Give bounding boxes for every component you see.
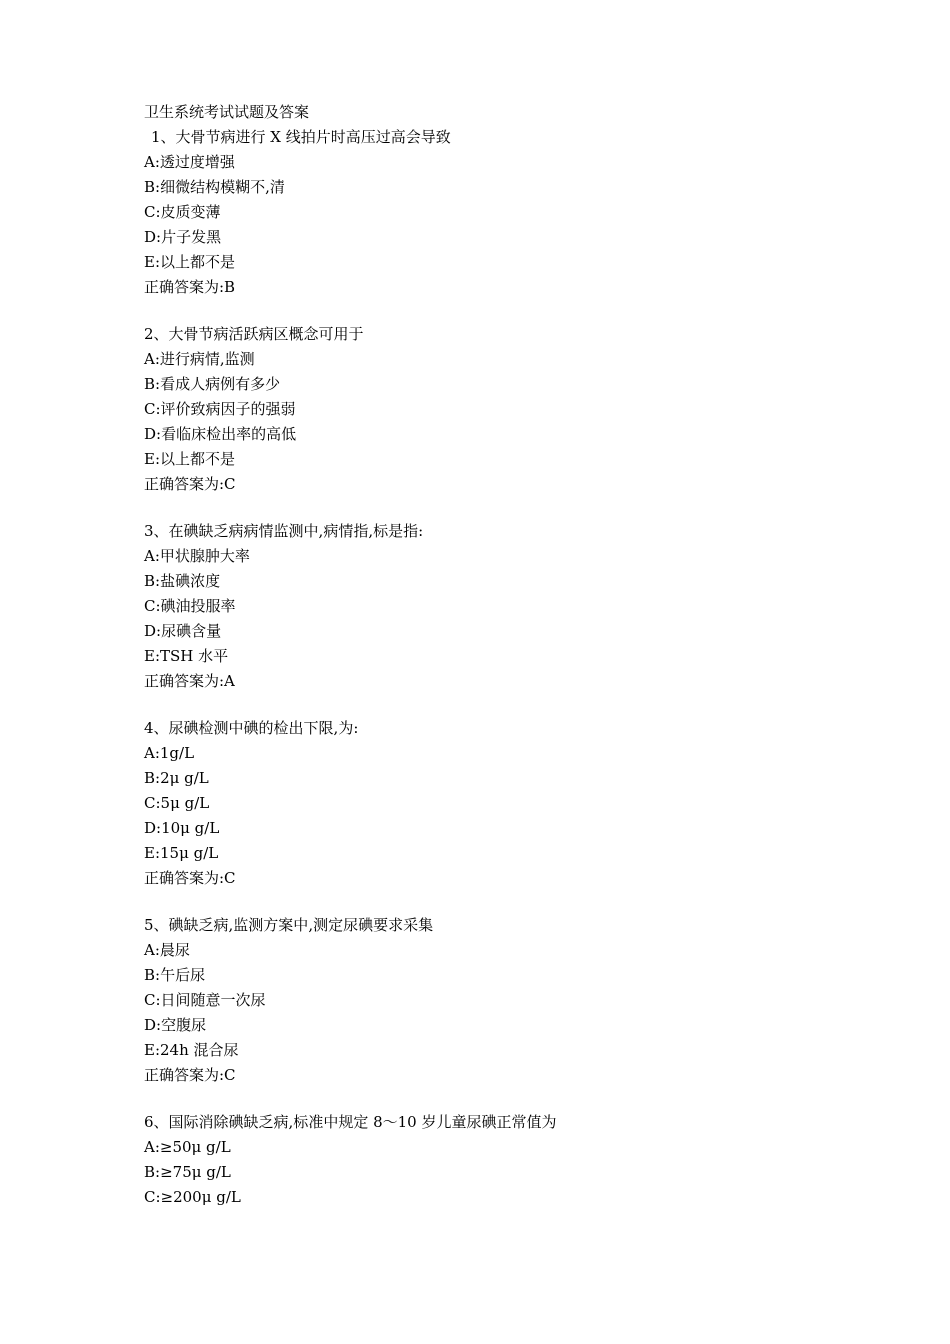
option-c: C:5μ g/L	[144, 794, 210, 812]
option-b: B:盐碘浓度	[144, 572, 221, 590]
option-d: D:10μ g/L	[144, 819, 220, 837]
correct-answer: 正确答案为:A	[144, 672, 235, 690]
option-d: D:看临床检出率的高低	[144, 425, 297, 443]
question-stem: 5、碘缺乏病,监测方案中,测定尿碘要求采集	[144, 916, 434, 934]
question-2	[144, 322, 844, 497]
option-a: A:透过度增强	[144, 153, 235, 171]
option-a: A:甲状腺肿大率	[144, 547, 250, 565]
correct-answer: 正确答案为:B	[144, 278, 236, 296]
option-d: D:尿碘含量	[144, 622, 222, 640]
option-b: B:≥75μ g/L	[144, 1163, 231, 1181]
question-stem: 2、大骨节病活跃病区概念可用于	[144, 325, 364, 343]
question-stem: 1、大骨节病进行 X 线拍片时高压过高会导致	[151, 128, 451, 146]
option-e: E:TSH 水平	[144, 647, 229, 665]
option-d: D:片子发黑	[144, 228, 222, 246]
question-4	[144, 716, 844, 891]
option-a: A:1g/L	[144, 744, 195, 762]
question-1	[144, 125, 844, 300]
option-c: C:碘油投服率	[144, 597, 236, 615]
question-stem: 4、尿碘检测中碘的检出下限,为:	[144, 719, 359, 737]
document-title: 卫生系统考试试题及答案	[144, 103, 310, 121]
question-stem: 6、国际消除碘缺乏病,标准中规定 8～10 岁儿童尿碘正常值为	[144, 1113, 557, 1131]
option-a: A:≥50μ g/L	[144, 1138, 231, 1156]
option-b: B:看成人病例有多少	[144, 375, 281, 393]
question-6	[144, 1110, 844, 1210]
option-b: B:细微结构模糊不,清	[144, 178, 285, 196]
option-c: C:皮质变薄	[144, 203, 221, 221]
option-e: E:15μ g/L	[144, 844, 219, 862]
option-b: B:2μ g/L	[144, 769, 209, 787]
question-stem: 3、在碘缺乏病病情监测中,病情指,标是指:	[144, 522, 424, 540]
question-3	[144, 519, 844, 694]
option-a: A:进行病情,监测	[144, 350, 255, 368]
correct-answer: 正确答案为:C	[144, 869, 236, 887]
option-a: A:晨尿	[144, 941, 190, 959]
correct-answer: 正确答案为:C	[144, 475, 236, 493]
option-c: C:日间随意一次尿	[144, 991, 266, 1009]
option-b: B:午后尿	[144, 966, 206, 984]
question-5	[144, 913, 844, 1088]
correct-answer: 正确答案为:C	[144, 1066, 236, 1084]
option-c: C:≥200μ g/L	[144, 1188, 241, 1206]
option-e: E:以上都不是	[144, 450, 236, 468]
option-d: D:空腹尿	[144, 1016, 207, 1034]
document-page	[144, 100, 844, 1210]
option-e: E:24h 混合尿	[144, 1041, 239, 1059]
option-c: C:评价致病因子的强弱	[144, 400, 296, 418]
option-e: E:以上都不是	[144, 253, 236, 271]
